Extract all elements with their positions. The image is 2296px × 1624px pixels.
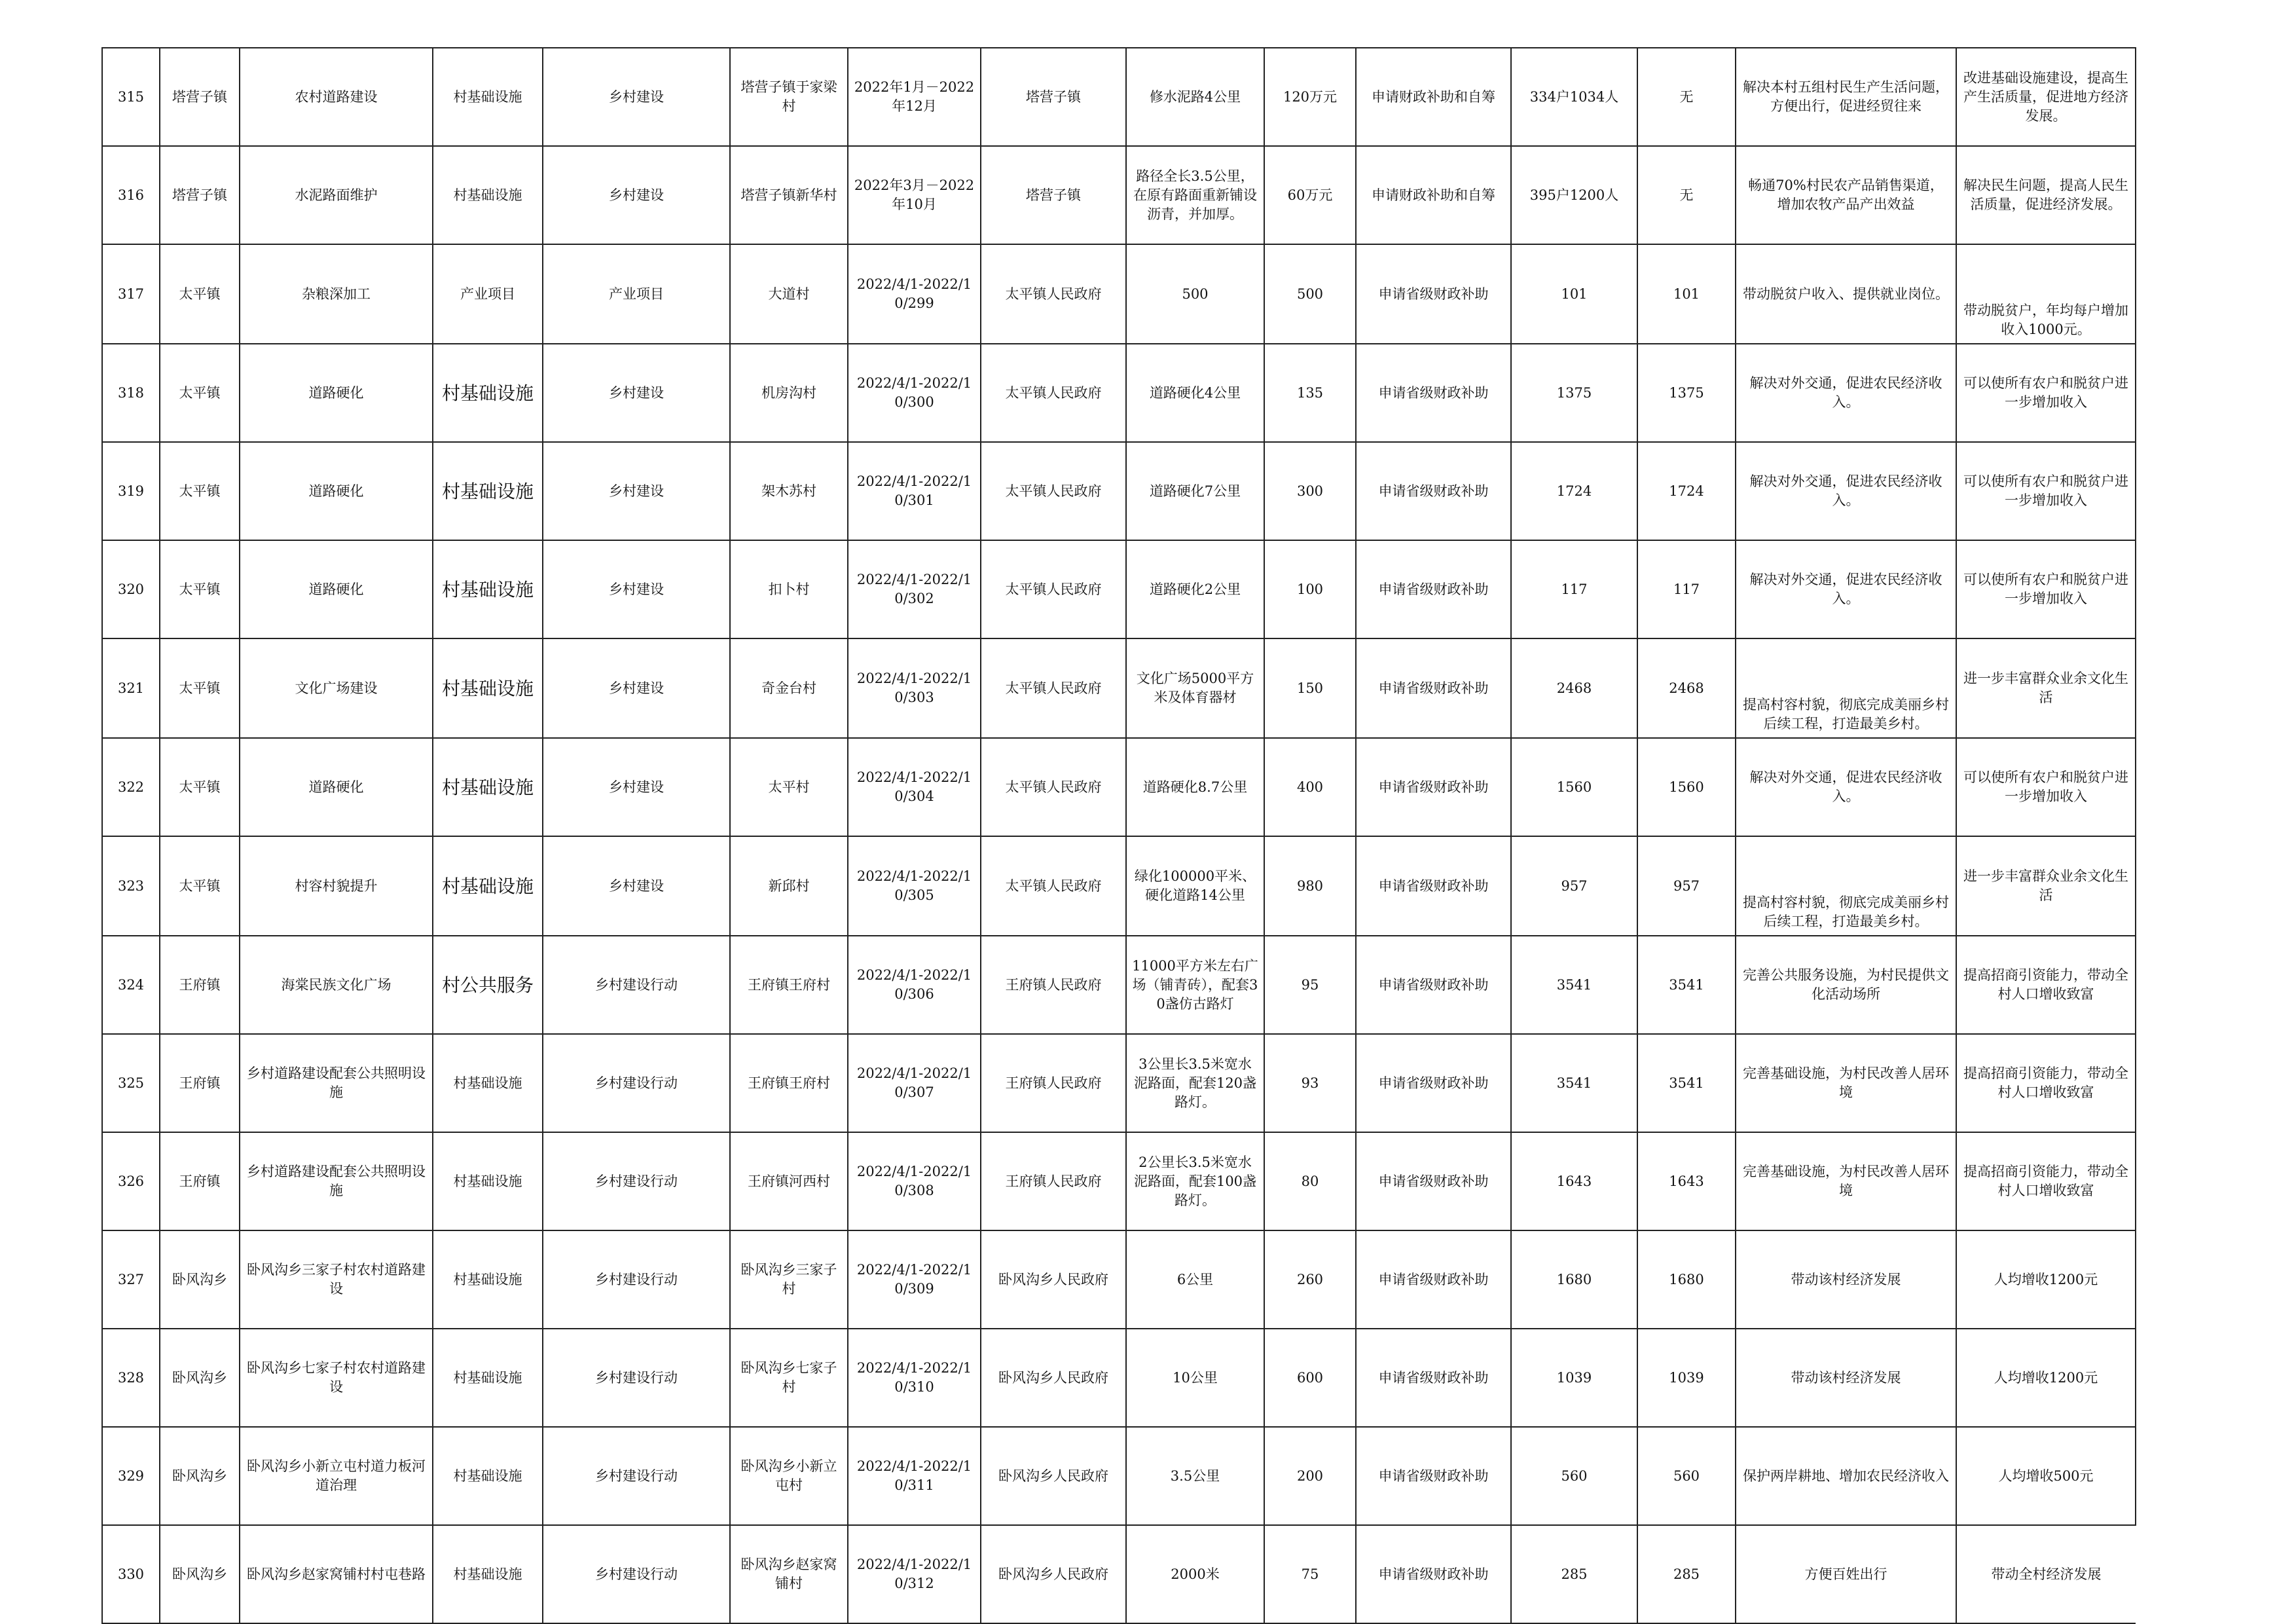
cell-project-type: 村基础设施 bbox=[433, 48, 543, 146]
cell-beneficiaries: 3541 bbox=[1511, 936, 1637, 1034]
cell-project-name: 卧风沟乡赵家窝铺村村屯巷路 bbox=[240, 1525, 433, 1623]
cell-beneficiaries: 3541 bbox=[1511, 1034, 1637, 1132]
cell-period: 2022/4/1-2022/10/303 bbox=[848, 638, 981, 738]
cell-location: 塔营子镇于家梁村 bbox=[730, 48, 848, 146]
cell-responsible-unit: 太平镇人民政府 bbox=[981, 540, 1126, 638]
cell-poverty-households: 3541 bbox=[1637, 1034, 1736, 1132]
cell-town: 塔营子镇 bbox=[160, 146, 240, 244]
cell-poverty-households: 117 bbox=[1637, 540, 1736, 638]
cell-project-type: 村基础设施 bbox=[433, 1230, 543, 1329]
cell-investment: 980 bbox=[1264, 836, 1356, 936]
cell-investment: 135 bbox=[1264, 344, 1356, 442]
cell-investment: 260 bbox=[1264, 1230, 1356, 1329]
cell-construction-content: 11000平方米左右广场（铺青砖），配套30盏仿古路灯 bbox=[1126, 936, 1264, 1034]
cell-beneficiaries: 957 bbox=[1511, 836, 1637, 936]
cell-construction-content: 2000米 bbox=[1126, 1525, 1264, 1623]
table-row bbox=[102, 244, 2136, 344]
cell-category: 乡村建设行动 bbox=[543, 1034, 730, 1132]
cell-project-name: 农村道路建设 bbox=[240, 48, 433, 146]
cell-project-name: 乡村道路建设配套公共照明设施 bbox=[240, 1034, 433, 1132]
cell-project-name: 水泥路面维护 bbox=[240, 146, 433, 244]
cell-project-type: 村基础设施 bbox=[433, 1525, 543, 1623]
cell-poverty-households: 1039 bbox=[1637, 1329, 1736, 1427]
cell-period: 2022/4/1-2022/10/299 bbox=[848, 244, 981, 344]
cell-fund-source: 申请财政补助和自筹 bbox=[1356, 48, 1511, 146]
cell-benefit-link: 带动该村经济发展 bbox=[1736, 1230, 1956, 1329]
cell-location: 王府镇河西村 bbox=[730, 1132, 848, 1230]
cell-beneficiaries: 1039 bbox=[1511, 1329, 1637, 1427]
cell-construction-content: 文化广场5000平方米及体育器材 bbox=[1126, 638, 1264, 738]
cell-expected-effect: 解决民生问题，提高人民生活质量，促进经济发展。 bbox=[1956, 146, 2136, 244]
cell-responsible-unit: 王府镇人民政府 bbox=[981, 1132, 1126, 1230]
cell-expected-effect: 进一步丰富群众业余文化生活 bbox=[1956, 638, 2136, 738]
cell-no: 329 bbox=[102, 1427, 160, 1525]
cell-location: 卧风沟乡小新立屯村 bbox=[730, 1427, 848, 1525]
cell-location: 扣卜村 bbox=[730, 540, 848, 638]
cell-responsible-unit: 太平镇人民政府 bbox=[981, 638, 1126, 738]
cell-expected-effect: 可以使所有农户和脱贫户进一步增加收入 bbox=[1956, 344, 2136, 442]
cell-fund-source: 申请省级财政补助 bbox=[1356, 1230, 1511, 1329]
cell-period: 2022/4/1-2022/10/310 bbox=[848, 1329, 981, 1427]
table-row bbox=[102, 1427, 2136, 1525]
cell-town: 卧风沟乡 bbox=[160, 1230, 240, 1329]
cell-beneficiaries: 1724 bbox=[1511, 442, 1637, 540]
cell-town: 太平镇 bbox=[160, 244, 240, 344]
cell-expected-effect: 人均增收500元 bbox=[1956, 1427, 2136, 1525]
cell-responsible-unit: 卧风沟乡人民政府 bbox=[981, 1525, 1126, 1623]
cell-town: 太平镇 bbox=[160, 540, 240, 638]
cell-beneficiaries: 395户1200人 bbox=[1511, 146, 1637, 244]
cell-construction-content: 500 bbox=[1126, 244, 1264, 344]
cell-responsible-unit: 太平镇人民政府 bbox=[981, 442, 1126, 540]
cell-responsible-unit: 太平镇人民政府 bbox=[981, 244, 1126, 344]
cell-investment: 100 bbox=[1264, 540, 1356, 638]
cell-fund-source: 申请省级财政补助 bbox=[1356, 442, 1511, 540]
cell-location: 塔营子镇新华村 bbox=[730, 146, 848, 244]
cell-benefit-link: 方便百姓出行 bbox=[1736, 1525, 1956, 1623]
cell-project-type: 村基础设施 bbox=[433, 1427, 543, 1525]
cell-benefit-link: 解决对外交通，促进农民经济收入。 bbox=[1736, 738, 1956, 836]
cell-beneficiaries: 101 bbox=[1511, 244, 1637, 344]
cell-town: 王府镇 bbox=[160, 1132, 240, 1230]
cell-town: 太平镇 bbox=[160, 638, 240, 738]
cell-responsible-unit: 塔营子镇 bbox=[981, 48, 1126, 146]
cell-responsible-unit: 太平镇人民政府 bbox=[981, 738, 1126, 836]
cell-benefit-link: 畅通70%村民农产品销售渠道，增加农牧产品产出效益 bbox=[1736, 146, 1956, 244]
cell-beneficiaries: 334户1034人 bbox=[1511, 48, 1637, 146]
cell-poverty-households: 无 bbox=[1637, 48, 1736, 146]
cell-no: 326 bbox=[102, 1132, 160, 1230]
cell-investment: 300 bbox=[1264, 442, 1356, 540]
cell-responsible-unit: 王府镇人民政府 bbox=[981, 1034, 1126, 1132]
table-body bbox=[102, 48, 2136, 1623]
cell-investment: 600 bbox=[1264, 1329, 1356, 1427]
cell-construction-content: 道路硬化2公里 bbox=[1126, 540, 1264, 638]
project-table bbox=[101, 47, 2136, 1624]
cell-town: 王府镇 bbox=[160, 936, 240, 1034]
cell-town: 卧风沟乡 bbox=[160, 1427, 240, 1525]
cell-location: 王府镇王府村 bbox=[730, 936, 848, 1034]
table-row bbox=[102, 146, 2136, 244]
cell-beneficiaries: 1560 bbox=[1511, 738, 1637, 836]
table-row bbox=[102, 540, 2136, 638]
cell-expected-effect: 人均增收1200元 bbox=[1956, 1230, 2136, 1329]
table-row bbox=[102, 1034, 2136, 1132]
cell-responsible-unit: 卧风沟乡人民政府 bbox=[981, 1329, 1126, 1427]
cell-poverty-households: 1680 bbox=[1637, 1230, 1736, 1329]
cell-no: 328 bbox=[102, 1329, 160, 1427]
cell-no: 315 bbox=[102, 48, 160, 146]
cell-project-type: 村基础设施 bbox=[433, 638, 543, 738]
table-row bbox=[102, 1230, 2136, 1329]
cell-poverty-households: 1724 bbox=[1637, 442, 1736, 540]
cell-no: 321 bbox=[102, 638, 160, 738]
cell-expected-effect: 进一步丰富群众业余文化生活 bbox=[1956, 836, 2136, 936]
cell-construction-content: 3.5公里 bbox=[1126, 1427, 1264, 1525]
cell-no: 317 bbox=[102, 244, 160, 344]
cell-construction-content: 绿化100000平米、硬化道路14公里 bbox=[1126, 836, 1264, 936]
cell-location: 架木苏村 bbox=[730, 442, 848, 540]
cell-construction-content: 路径全长3.5公里，在原有路面重新铺设沥青，并加厚。 bbox=[1126, 146, 1264, 244]
cell-fund-source: 申请省级财政补助 bbox=[1356, 540, 1511, 638]
cell-beneficiaries: 117 bbox=[1511, 540, 1637, 638]
cell-expected-effect: 可以使所有农户和脱贫户进一步增加收入 bbox=[1956, 442, 2136, 540]
cell-town: 太平镇 bbox=[160, 738, 240, 836]
cell-beneficiaries: 1643 bbox=[1511, 1132, 1637, 1230]
cell-construction-content: 道路硬化8.7公里 bbox=[1126, 738, 1264, 836]
cell-poverty-households: 285 bbox=[1637, 1525, 1736, 1623]
cell-project-type: 村基础设施 bbox=[433, 1034, 543, 1132]
cell-investment: 95 bbox=[1264, 936, 1356, 1034]
cell-no: 324 bbox=[102, 936, 160, 1034]
cell-construction-content: 10公里 bbox=[1126, 1329, 1264, 1427]
cell-benefit-link: 提高村容村貌，彻底完成美丽乡村后续工程，打造最美乡村。 bbox=[1736, 638, 1956, 738]
cell-fund-source: 申请省级财政补助 bbox=[1356, 244, 1511, 344]
cell-location: 王府镇王府村 bbox=[730, 1034, 848, 1132]
cell-category: 乡村建设行动 bbox=[543, 1132, 730, 1230]
cell-period: 2022/4/1-2022/10/307 bbox=[848, 1034, 981, 1132]
cell-fund-source: 申请省级财政补助 bbox=[1356, 1427, 1511, 1525]
cell-location: 太平村 bbox=[730, 738, 848, 836]
cell-responsible-unit: 塔营子镇 bbox=[981, 146, 1126, 244]
cell-project-type: 村基础设施 bbox=[433, 344, 543, 442]
cell-benefit-link: 提高村容村貌，彻底完成美丽乡村后续工程，打造最美乡村。 bbox=[1736, 836, 1956, 936]
cell-construction-content: 道路硬化4公里 bbox=[1126, 344, 1264, 442]
cell-category: 乡村建设行动 bbox=[543, 1230, 730, 1329]
cell-benefit-link: 解决本村五组村民生产生活问题，方便出行，促进经贸往来 bbox=[1736, 48, 1956, 146]
cell-responsible-unit: 太平镇人民政府 bbox=[981, 836, 1126, 936]
cell-investment: 150 bbox=[1264, 638, 1356, 738]
cell-project-name: 卧风沟乡三家子村农村道路建设 bbox=[240, 1230, 433, 1329]
cell-period: 2022/4/1-2022/10/305 bbox=[848, 836, 981, 936]
cell-category: 乡村建设行动 bbox=[543, 1427, 730, 1525]
table-row bbox=[102, 1329, 2136, 1427]
cell-expected-effect: 提高招商引资能力，带动全村人口增收致富 bbox=[1956, 936, 2136, 1034]
cell-investment: 80 bbox=[1264, 1132, 1356, 1230]
cell-beneficiaries: 560 bbox=[1511, 1427, 1637, 1525]
cell-location: 卧风沟乡赵家窝铺村 bbox=[730, 1525, 848, 1623]
cell-category: 产业项目 bbox=[543, 244, 730, 344]
cell-no: 320 bbox=[102, 540, 160, 638]
cell-project-name: 乡村道路建设配套公共照明设施 bbox=[240, 1132, 433, 1230]
cell-fund-source: 申请省级财政补助 bbox=[1356, 1525, 1511, 1623]
table-row bbox=[102, 48, 2136, 146]
table-row bbox=[102, 836, 2136, 936]
cell-project-type: 村基础设施 bbox=[433, 738, 543, 836]
cell-location: 奇金台村 bbox=[730, 638, 848, 738]
cell-period: 2022年1月－2022年12月 bbox=[848, 48, 981, 146]
table-row bbox=[102, 442, 2136, 540]
cell-responsible-unit: 王府镇人民政府 bbox=[981, 936, 1126, 1034]
cell-period: 2022/4/1-2022/10/306 bbox=[848, 936, 981, 1034]
cell-investment: 75 bbox=[1264, 1525, 1356, 1623]
cell-category: 乡村建设 bbox=[543, 48, 730, 146]
cell-location: 卧风沟乡三家子村 bbox=[730, 1230, 848, 1329]
cell-town: 王府镇 bbox=[160, 1034, 240, 1132]
cell-category: 乡村建设 bbox=[543, 146, 730, 244]
cell-poverty-households: 2468 bbox=[1637, 638, 1736, 738]
cell-project-name: 道路硬化 bbox=[240, 442, 433, 540]
cell-project-type: 村基础设施 bbox=[433, 836, 543, 936]
cell-no: 327 bbox=[102, 1230, 160, 1329]
cell-town: 塔营子镇 bbox=[160, 48, 240, 146]
cell-period: 2022/4/1-2022/10/311 bbox=[848, 1427, 981, 1525]
cell-period: 2022年3月－2022年10月 bbox=[848, 146, 981, 244]
cell-fund-source: 申请省级财政补助 bbox=[1356, 738, 1511, 836]
cell-responsible-unit: 太平镇人民政府 bbox=[981, 344, 1126, 442]
cell-responsible-unit: 卧风沟乡人民政府 bbox=[981, 1427, 1126, 1525]
cell-expected-effect: 可以使所有农户和脱贫户进一步增加收入 bbox=[1956, 738, 2136, 836]
cell-benefit-link: 解决对外交通，促进农民经济收入。 bbox=[1736, 540, 1956, 638]
cell-construction-content: 修水泥路4公里 bbox=[1126, 48, 1264, 146]
cell-project-name: 道路硬化 bbox=[240, 344, 433, 442]
cell-period: 2022/4/1-2022/10/300 bbox=[848, 344, 981, 442]
cell-project-type: 村基础设施 bbox=[433, 1329, 543, 1427]
cell-category: 乡村建设行动 bbox=[543, 1525, 730, 1623]
cell-benefit-link: 保护两岸耕地、增加农民经济收入 bbox=[1736, 1427, 1956, 1525]
cell-poverty-households: 3541 bbox=[1637, 936, 1736, 1034]
cell-category: 乡村建设行动 bbox=[543, 1329, 730, 1427]
cell-project-name: 道路硬化 bbox=[240, 738, 433, 836]
cell-project-name: 村容村貌提升 bbox=[240, 836, 433, 936]
cell-no: 319 bbox=[102, 442, 160, 540]
cell-category: 乡村建设 bbox=[543, 540, 730, 638]
cell-period: 2022/4/1-2022/10/309 bbox=[848, 1230, 981, 1329]
cell-benefit-link: 带动脱贫户收入、提供就业岗位。 bbox=[1736, 244, 1956, 344]
cell-town: 卧风沟乡 bbox=[160, 1329, 240, 1427]
table-row bbox=[102, 1132, 2136, 1230]
cell-project-name: 海棠民族文化广场 bbox=[240, 936, 433, 1034]
cell-investment: 93 bbox=[1264, 1034, 1356, 1132]
cell-investment: 120万元 bbox=[1264, 48, 1356, 146]
cell-expected-effect: 提高招商引资能力，带动全村人口增收致富 bbox=[1956, 1034, 2136, 1132]
cell-benefit-link: 完善基础设施，为村民改善人居环境 bbox=[1736, 1034, 1956, 1132]
cell-town: 太平镇 bbox=[160, 442, 240, 540]
cell-poverty-households: 101 bbox=[1637, 244, 1736, 344]
cell-construction-content: 2公里长3.5米宽水泥路面，配套100盏路灯。 bbox=[1126, 1132, 1264, 1230]
cell-project-type: 村基础设施 bbox=[433, 442, 543, 540]
cell-benefit-link: 解决对外交通，促进农民经济收入。 bbox=[1736, 344, 1956, 442]
cell-fund-source: 申请财政补助和自筹 bbox=[1356, 146, 1511, 244]
cell-category: 乡村建设 bbox=[543, 738, 730, 836]
cell-investment: 200 bbox=[1264, 1427, 1356, 1525]
cell-project-name: 杂粮深加工 bbox=[240, 244, 433, 344]
cell-poverty-households: 1643 bbox=[1637, 1132, 1736, 1230]
cell-expected-effect: 人均增收1200元 bbox=[1956, 1329, 2136, 1427]
cell-fund-source: 申请省级财政补助 bbox=[1356, 836, 1511, 936]
cell-poverty-households: 1375 bbox=[1637, 344, 1736, 442]
cell-fund-source: 申请省级财政补助 bbox=[1356, 1132, 1511, 1230]
cell-responsible-unit: 卧风沟乡人民政府 bbox=[981, 1230, 1126, 1329]
cell-fund-source: 申请省级财政补助 bbox=[1356, 936, 1511, 1034]
cell-period: 2022/4/1-2022/10/312 bbox=[848, 1525, 981, 1623]
cell-expected-effect: 提高招商引资能力，带动全村人口增收致富 bbox=[1956, 1132, 2136, 1230]
cell-benefit-link: 带动该村经济发展 bbox=[1736, 1329, 1956, 1427]
cell-period: 2022/4/1-2022/10/304 bbox=[848, 738, 981, 836]
cell-project-type: 村基础设施 bbox=[433, 146, 543, 244]
cell-poverty-households: 560 bbox=[1637, 1427, 1736, 1525]
cell-benefit-link: 完善基础设施，为村民改善人居环境 bbox=[1736, 1132, 1956, 1230]
cell-beneficiaries: 285 bbox=[1511, 1525, 1637, 1623]
project-table-sheet bbox=[101, 47, 2136, 1624]
cell-no: 318 bbox=[102, 344, 160, 442]
cell-construction-content: 道路硬化7公里 bbox=[1126, 442, 1264, 540]
cell-no: 316 bbox=[102, 146, 160, 244]
cell-no: 325 bbox=[102, 1034, 160, 1132]
cell-category: 乡村建设 bbox=[543, 344, 730, 442]
cell-period: 2022/4/1-2022/10/308 bbox=[848, 1132, 981, 1230]
cell-project-type: 村基础设施 bbox=[433, 1132, 543, 1230]
table-row bbox=[102, 1525, 2136, 1623]
cell-fund-source: 申请省级财政补助 bbox=[1356, 638, 1511, 738]
cell-location: 机房沟村 bbox=[730, 344, 848, 442]
cell-expected-effect: 带动脱贫户，年均每户增加收入1000元。 bbox=[1956, 244, 2136, 344]
cell-investment: 60万元 bbox=[1264, 146, 1356, 244]
cell-category: 乡村建设行动 bbox=[543, 936, 730, 1034]
cell-benefit-link: 解决对外交通，促进农民经济收入。 bbox=[1736, 442, 1956, 540]
cell-beneficiaries: 1680 bbox=[1511, 1230, 1637, 1329]
cell-project-type: 村公共服务 bbox=[433, 936, 543, 1034]
cell-category: 乡村建设 bbox=[543, 442, 730, 540]
cell-location: 大道村 bbox=[730, 244, 848, 344]
cell-benefit-link: 完善公共服务设施，为村民提供文化活动场所 bbox=[1736, 936, 1956, 1034]
cell-location: 新邱村 bbox=[730, 836, 848, 936]
cell-project-type: 产业项目 bbox=[433, 244, 543, 344]
cell-poverty-households: 无 bbox=[1637, 146, 1736, 244]
table-row bbox=[102, 936, 2136, 1034]
table-row bbox=[102, 738, 2136, 836]
cell-town: 太平镇 bbox=[160, 836, 240, 936]
cell-expected-effect: 带动全村经济发展 bbox=[1956, 1525, 2136, 1623]
cell-investment: 400 bbox=[1264, 738, 1356, 836]
cell-beneficiaries: 2468 bbox=[1511, 638, 1637, 738]
cell-project-name: 道路硬化 bbox=[240, 540, 433, 638]
cell-town: 太平镇 bbox=[160, 344, 240, 442]
cell-no: 330 bbox=[102, 1525, 160, 1623]
cell-construction-content: 6公里 bbox=[1126, 1230, 1264, 1329]
cell-fund-source: 申请省级财政补助 bbox=[1356, 344, 1511, 442]
cell-expected-effect: 可以使所有农户和脱贫户进一步增加收入 bbox=[1956, 540, 2136, 638]
cell-category: 乡村建设 bbox=[543, 836, 730, 936]
cell-no: 322 bbox=[102, 738, 160, 836]
cell-poverty-households: 957 bbox=[1637, 836, 1736, 936]
cell-town: 卧风沟乡 bbox=[160, 1525, 240, 1623]
cell-project-name: 卧风沟乡小新立屯村道力板河道治理 bbox=[240, 1427, 433, 1525]
cell-construction-content: 3公里长3.5米宽水泥路面，配套120盏路灯。 bbox=[1126, 1034, 1264, 1132]
cell-no: 323 bbox=[102, 836, 160, 936]
cell-category: 乡村建设 bbox=[543, 638, 730, 738]
table-row bbox=[102, 344, 2136, 442]
cell-investment: 500 bbox=[1264, 244, 1356, 344]
cell-period: 2022/4/1-2022/10/301 bbox=[848, 442, 981, 540]
cell-project-name: 卧风沟乡七家子村农村道路建设 bbox=[240, 1329, 433, 1427]
table-row bbox=[102, 638, 2136, 738]
cell-expected-effect: 改进基础设施建设，提高生产生活质量，促进地方经济发展。 bbox=[1956, 48, 2136, 146]
cell-fund-source: 申请省级财政补助 bbox=[1356, 1329, 1511, 1427]
cell-period: 2022/4/1-2022/10/302 bbox=[848, 540, 981, 638]
cell-poverty-households: 1560 bbox=[1637, 738, 1736, 836]
cell-location: 卧风沟乡七家子村 bbox=[730, 1329, 848, 1427]
cell-fund-source: 申请省级财政补助 bbox=[1356, 1034, 1511, 1132]
cell-project-name: 文化广场建设 bbox=[240, 638, 433, 738]
cell-project-type: 村基础设施 bbox=[433, 540, 543, 638]
cell-beneficiaries: 1375 bbox=[1511, 344, 1637, 442]
